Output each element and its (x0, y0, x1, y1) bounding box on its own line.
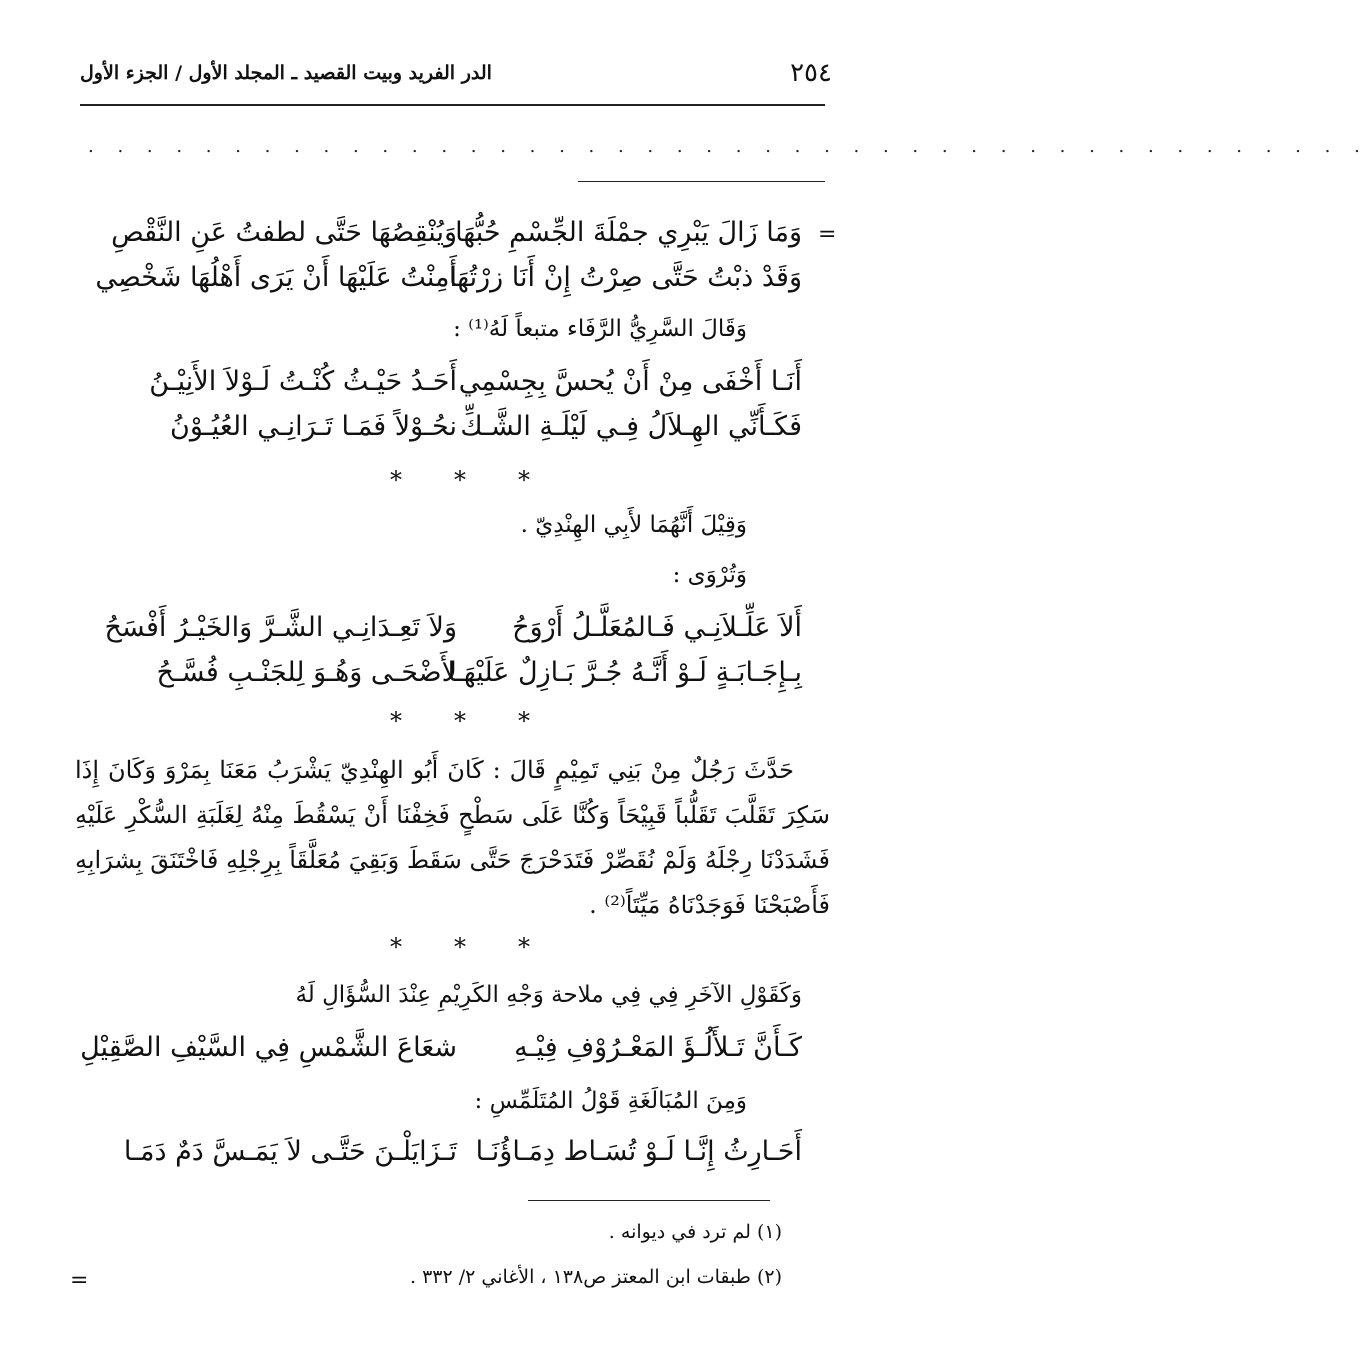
verse-right-hemistich: كَـأَنَّ تَـلأَلُـؤَ المَعْـرُوْفِ فِيْـهِ (514, 1032, 802, 1063)
verse-left-hemistich: تَـزَايَلْـنَ حَتَّـى لاَ يَمَـسَّ دَمٌ دَمَـا (123, 1136, 457, 1167)
separator-star: * (390, 933, 402, 961)
verse-right-hemistich: بِـإِجَـابَـةٍ لَـوْ أَنَّـهُ جُـرَّ بَـازِلٌ عَلَيْهَـا (447, 657, 802, 688)
verse-right-hemistich: أَنَـا أَخْفَى مِنْ أَنْ يُحسَّ بِجِسْمِي (458, 366, 802, 397)
separator-star: * (518, 466, 530, 494)
verse-left-hemistich: وَيُنْقِصُهَا حَتَّى لطفتُ عَنِ النَّقْصِ (111, 217, 457, 248)
verse-left-hemistich: نحُـوْلاً فَمَـا تَـرَانِـي العُيُـوْنُ (170, 411, 457, 442)
footnote-rule (528, 1200, 770, 1201)
separator-star: * (454, 707, 466, 735)
verse-right-hemistich: وَقَدْ ذبْتُ حَتَّى صِرْتُ إِنْ أَنَا زرْتُهَا (448, 262, 802, 293)
page-number: ٢٥٤ (790, 58, 832, 88)
continuation-mark-bottom: = (70, 1268, 89, 1293)
section-separator (390, 933, 530, 961)
footnote: (٢) طبقات ابن المعتز ص١٣٨ ، الأغاني ٢/ ٣٣٢ . (409, 1266, 782, 1288)
verse-left-hemistich: شعَاعَ الشَّمْسِ فِي السَّيْفِ الصَّقِيْلِ (80, 1032, 457, 1063)
verse-left-hemistich: أَمِنْتُ عَلَيْهَا أَنْ يَرَى أَهْلُهَا شَخْصِي (95, 262, 457, 293)
attribution-line: وَقِيْلَ أَنَّهُمَا لأَبِي الهِنْدِيّ . (520, 512, 747, 538)
running-title: الدر الفريد وبيت القصيد ـ المجلد الأول / الجزء الأول (80, 62, 492, 84)
verse-right-hemistich: أَلاَ عَلِّـلاَنِـي فَـالمُعَلَّـلُ أَرْوَحُ (512, 612, 802, 643)
separator-star: * (390, 707, 402, 735)
section-separator (390, 466, 530, 494)
verse-right-hemistich: أَحَـارِثُ إِنَّـا لَـوْ تُسَـاط دِمَـاؤُنَـا (475, 1136, 802, 1167)
section-separator (390, 707, 530, 735)
poem-intro: وَقَالَ السَّرِيُّ الرَّفَاء متبعاً لَهُ⁽¹⁾ : (453, 316, 747, 342)
separator-star: * (454, 933, 466, 961)
verse-left-hemistich: وَلاَ تَعِـدَانِـي الشَّـرَّ وَالخَيْـرُ أَفْسَحُ (104, 612, 457, 643)
page-header (80, 58, 832, 94)
verse-left-hemistich: لأَضْحَـى وَهُـوَ لِلجَنْـبِ فُسَّـحُ (156, 657, 457, 688)
continuation-mark-top: = (818, 222, 837, 247)
footnote: (١) لم ترد في ديوانه . (608, 1221, 782, 1243)
poem-intro: وَكَقَوْلِ الآخَرِ فِي فِي ملاحة وَجْهِ الكَرِيْمِ عِنْدَ السُّؤَالِ لَهُ (295, 982, 802, 1008)
section-rule (578, 181, 825, 182)
separator-star: * (518, 933, 530, 961)
header-rule (80, 104, 825, 106)
separator-star: * (390, 466, 402, 494)
variant-line: وَتُرْوَى : (672, 562, 747, 588)
verse-right-hemistich: وَمَا زَالَ يَبْرِي جمْلَةَ الجِّسْمِ حُبُّهَا (455, 217, 802, 248)
verse-left-hemistich: أَحَـدُ حَيْـثُ كُنْـتُ لَـوْلاَ الأَنِيْـنُ (149, 366, 457, 397)
verse-right-hemistich: فَكَـأَنِّي الهِـلاَلُ فِـي لَيْلَـةِ الشَّـكِّ (460, 411, 802, 442)
separator-star: * (518, 707, 530, 735)
poem-intro: وَمِنَ المُبَالَغَةِ قَوْلُ المُتَلَمِّسِ : (474, 1088, 747, 1114)
separator-star: * (454, 466, 466, 494)
ellipsis-line: . . . . . . . . . . . . . . . . . . . . . . . . . . . . . . . . . . . . . . . . . . . . (88, 136, 1369, 157)
anecdote-paragraph: حَدَّثَ رَجُلٌ مِنْ بَنِي تَمِيْمٍ قَالَ : كَانَ أَبُو الهِنْدِيّ يَشْرَبُ مَعَنَا بِمَرْوَ وَكَانَ إِذَا سَكِرَ تَقَلَّبَ تَقَلُّباً قَبِيْحَاً وَكُنَّا عَلَى سَطْحٍ فَخِفْنَا أَنْ يَسْقُطَ مِنْهُ لِغَلَبَةِ السُّكْرِ عَلَيْهِ فَشَدَدْنَا رِجْلَهُ وَلَمْ نُقَصِّرْ فَتَدَحْرَجَ حَتَّى سَقَطَ وَبَقِيَ مُعَلَّقَاً بِرِجْلِهِ فَاخْتَنَقَ بِشرَابِهِ فَأَصْبَحْنَا فَوَجَدْنَاهُ مَيِّتَاً⁽²⁾ . (75, 756, 831, 919)
